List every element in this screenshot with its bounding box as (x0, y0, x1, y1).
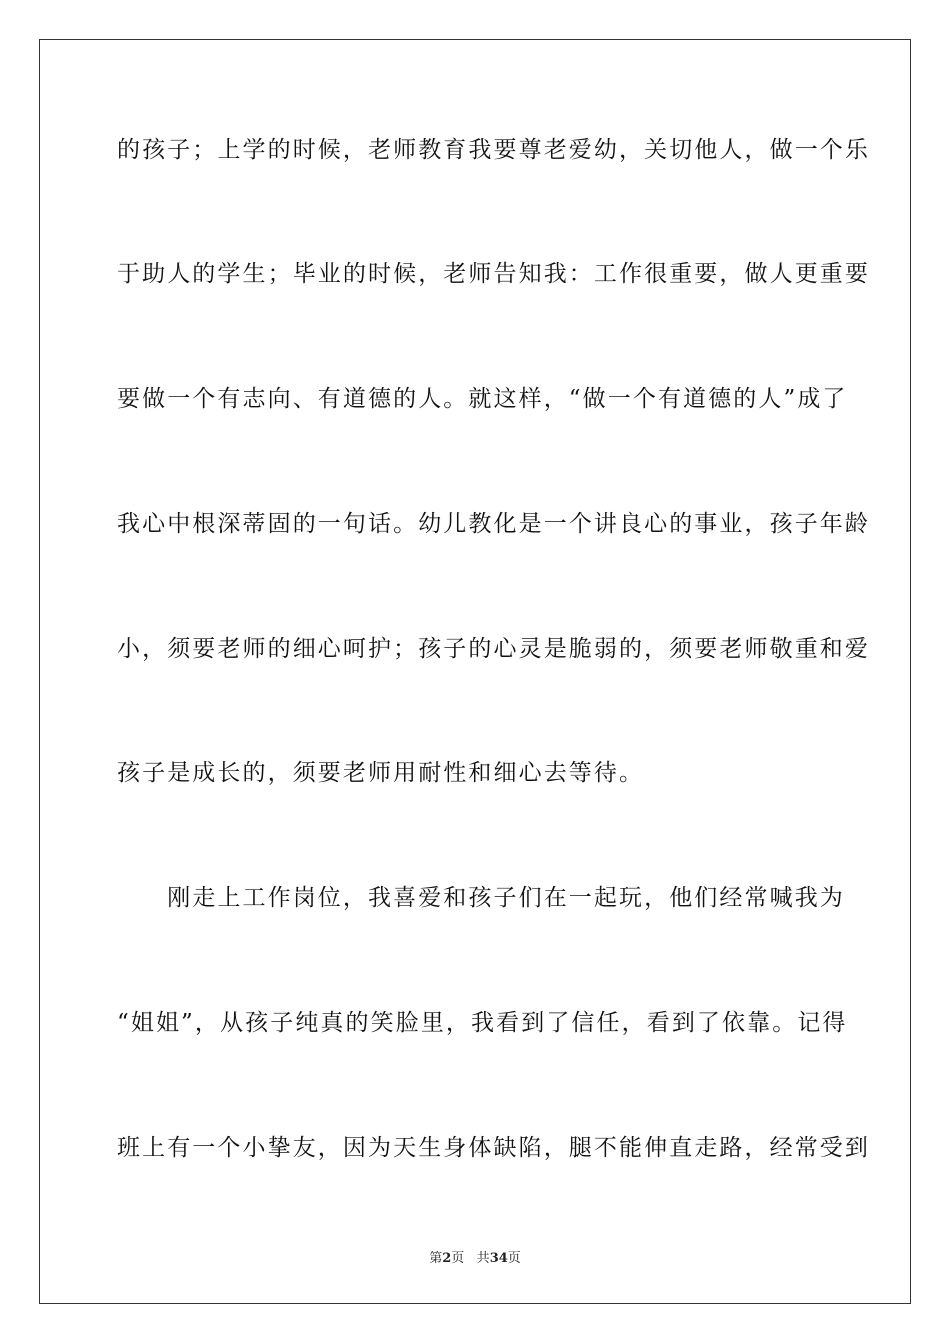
body-line-5: 小，须要老师的细心呵护；孩子的心灵是脆弱的，须要老师敬重和爱 (117, 636, 870, 662)
footer-prefix: 第 (429, 1251, 443, 1266)
footer-total-suffix: 页 (507, 1251, 521, 1266)
body-line-8: “姐姐”，从孩子纯真的笑脸里，我看到了信任，看到了依靠。记得 (117, 1010, 848, 1036)
body-line-4: 我心中根深蒂固的一句话。幼儿教化是一个讲良心的事业，孩子年龄 (117, 511, 870, 537)
footer-page-number: 2 (442, 1251, 452, 1266)
body-line-6: 孩子是成长的，须要老师用耐性和细心去等待。 (117, 760, 645, 786)
footer-total-prefix: 共 (476, 1251, 490, 1266)
page-border (39, 39, 911, 1304)
body-line-7: 刚走上工作岗位，我喜爱和孩子们在一起玩，他们经常喊我为 (117, 885, 845, 911)
footer-page-suffix: 页 (451, 1251, 465, 1266)
page-footer (0, 1247, 950, 1266)
body-line-2: 于助人的学生；毕业的时候，老师告知我：工作很重要，做人更重要 (117, 261, 870, 287)
body-line-3: 要做一个有志向、有道德的人。就这样，“做一个有道德的人”成了 (117, 386, 848, 412)
body-line-1: 的孩子；上学的时候，老师教育我要尊老爱幼，关切他人，做一个乐 (117, 137, 870, 163)
footer-total-pages: 34 (489, 1251, 508, 1266)
body-line-9: 班上有一个小挚友，因为天生身体缺陷，腿不能伸直走路，经常受到 (117, 1135, 870, 1161)
